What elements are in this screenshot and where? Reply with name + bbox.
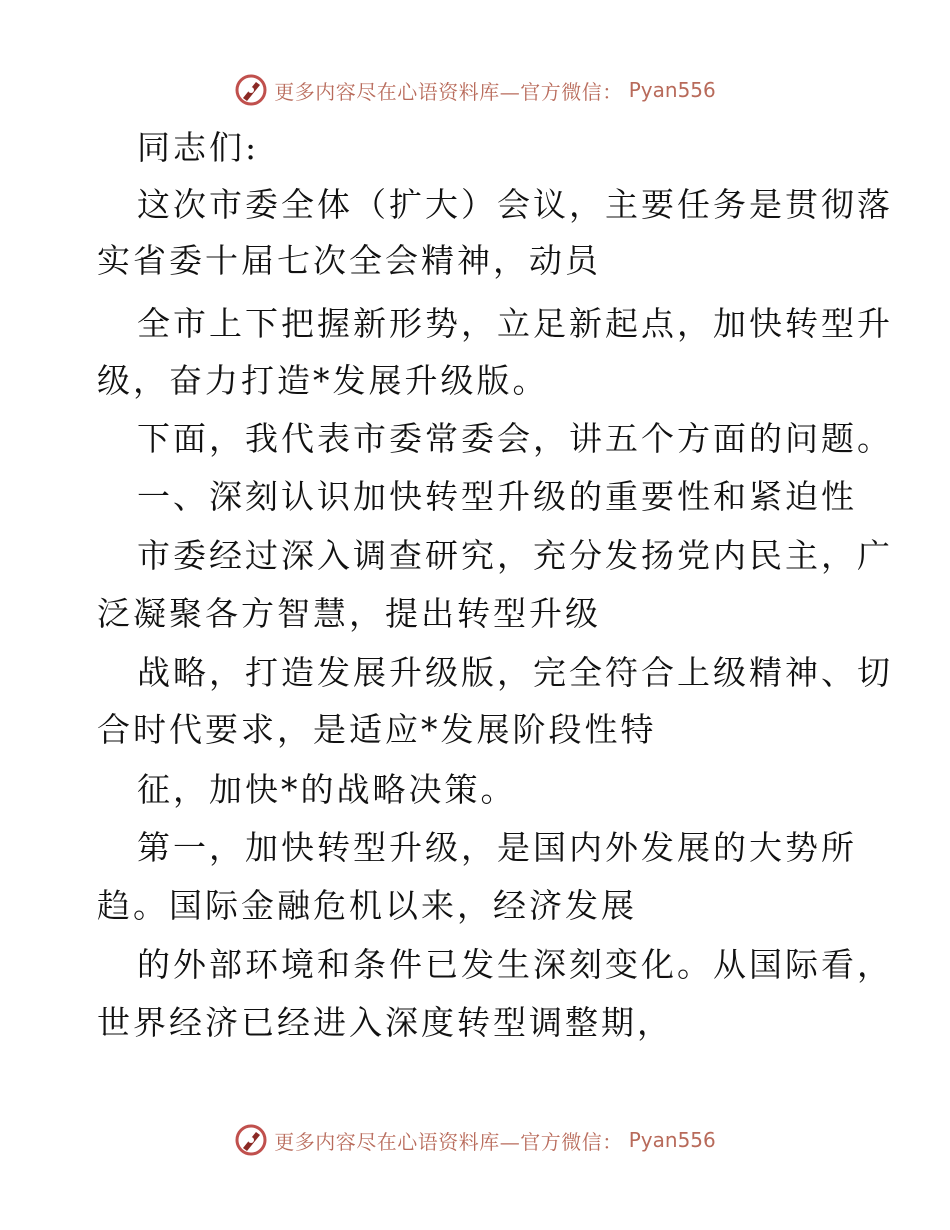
paragraph-line: 世界经济已经进入深度转型调整期，	[97, 1003, 673, 1042]
paragraph-line: 泛凝聚各方智慧，提出转型升级	[97, 594, 601, 633]
paragraph-line: 趋。国际金融危机以来，经济发展	[97, 886, 637, 925]
paragraph-line: 第一，加快转型升级，是国内外发展的大势所	[137, 828, 857, 867]
watermark-wechat-id: Pyan556	[628, 1128, 716, 1152]
salutation: 同志们:	[137, 128, 260, 167]
paragraph-line: 市委经过深入调查研究，充分发扬党内民主，广	[137, 536, 893, 575]
section-heading: 一、深刻认识加快转型升级的重要性和紧迫性	[137, 477, 857, 516]
header-watermark	[0, 70, 950, 110]
paragraph-line: 下面，我代表市委常委会，讲五个方面的问题。	[137, 419, 893, 458]
paragraph-line: 战略，打造发展升级版，完全符合上级精神、切	[137, 653, 893, 692]
paragraph-line: 合时代要求，是适应*发展阶段性特	[97, 710, 657, 749]
pen-circle-logo-icon	[234, 73, 268, 107]
paragraph-line: 这次市委全体（扩大）会议，主要任务是贯彻落	[137, 185, 893, 224]
footer-watermark	[0, 1120, 950, 1160]
paragraph-line: 级，奋力打造*发展升级版。	[97, 361, 549, 400]
paragraph-line: 全市上下把握新形势，立足新起点，加快转型升	[137, 304, 893, 343]
watermark-text: 更多内容尽在心语资料库—官方微信：	[274, 79, 623, 104]
watermark-wechat-id: Pyan556	[628, 78, 716, 102]
paragraph-line: 的外部环境和条件已发生深刻变化。从国际看，	[137, 945, 893, 984]
pen-circle-logo-icon	[234, 1123, 268, 1157]
paragraph-line: 征，加快*的战略决策。	[137, 770, 517, 809]
paragraph-line: 实省委十届七次全会精神，动员	[97, 241, 601, 280]
watermark-text: 更多内容尽在心语资料库—官方微信：	[274, 1129, 623, 1154]
